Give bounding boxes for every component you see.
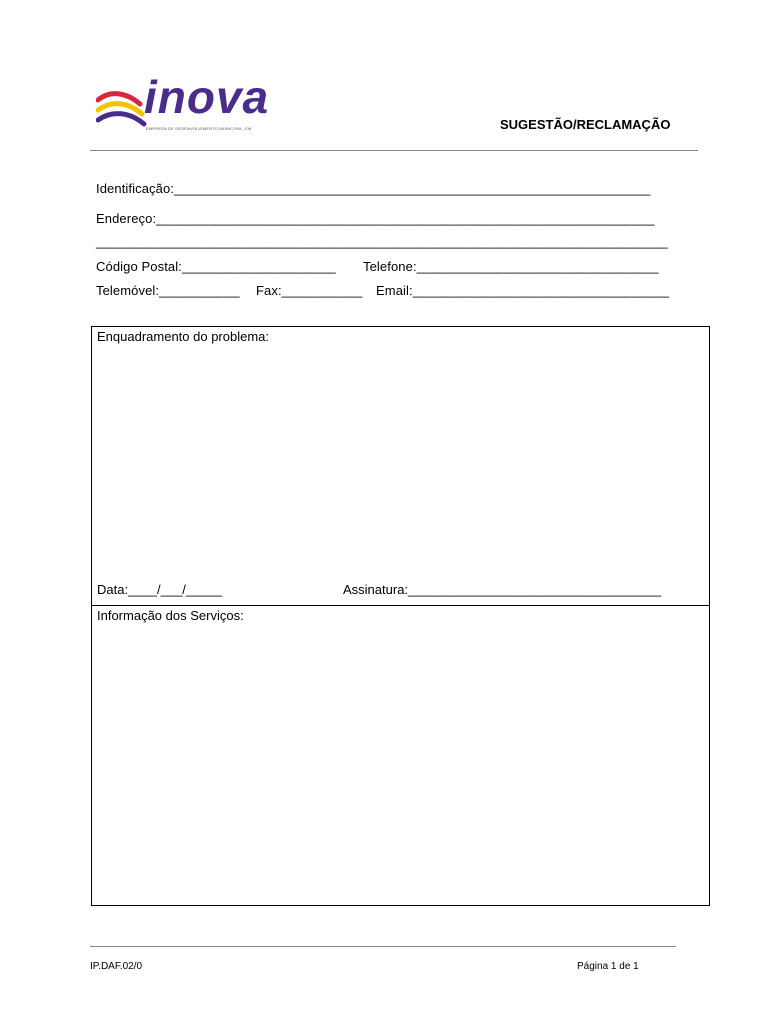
document-code: IP.DAF.02/0: [90, 961, 143, 972]
header-divider: [90, 150, 698, 151]
page-number: Página 1 de 1: [577, 961, 639, 972]
problem-box-label: Enquadramento do problema:: [97, 329, 270, 344]
phone-field[interactable]: Telefone:_________________________________: [363, 259, 659, 274]
footer-divider: [90, 946, 676, 947]
address-continuation-field[interactable]: ______________________________________________________________________________: [96, 234, 668, 249]
address-field[interactable]: Endereço:____________________________________________________________________: [96, 211, 655, 226]
fax-field[interactable]: Fax:___________: [256, 283, 363, 298]
email-field[interactable]: Email:___________________________________: [376, 283, 670, 298]
problem-box[interactable]: [91, 326, 710, 606]
postal-code-field[interactable]: Código Postal:_____________________: [96, 259, 336, 274]
logo-wordmark: inova: [144, 71, 270, 123]
date-field[interactable]: Data:____/___/_____: [97, 582, 223, 597]
services-box[interactable]: [91, 605, 710, 906]
signature-field[interactable]: Assinatura:___________________________________: [343, 582, 662, 597]
document-title: SUGESTÃO/RECLAMAÇÃO: [500, 117, 671, 132]
logo-tagline: EMPRESA DE DESENVOLVIMENTO MUNICIPAL, EM: [146, 126, 252, 131]
mobile-field[interactable]: Telemóvel:___________: [96, 283, 240, 298]
identification-field[interactable]: Identificação:_________________________________________________________________: [96, 181, 651, 196]
services-box-label: Informação dos Serviços:: [97, 608, 244, 623]
company-logo: [96, 71, 270, 134]
